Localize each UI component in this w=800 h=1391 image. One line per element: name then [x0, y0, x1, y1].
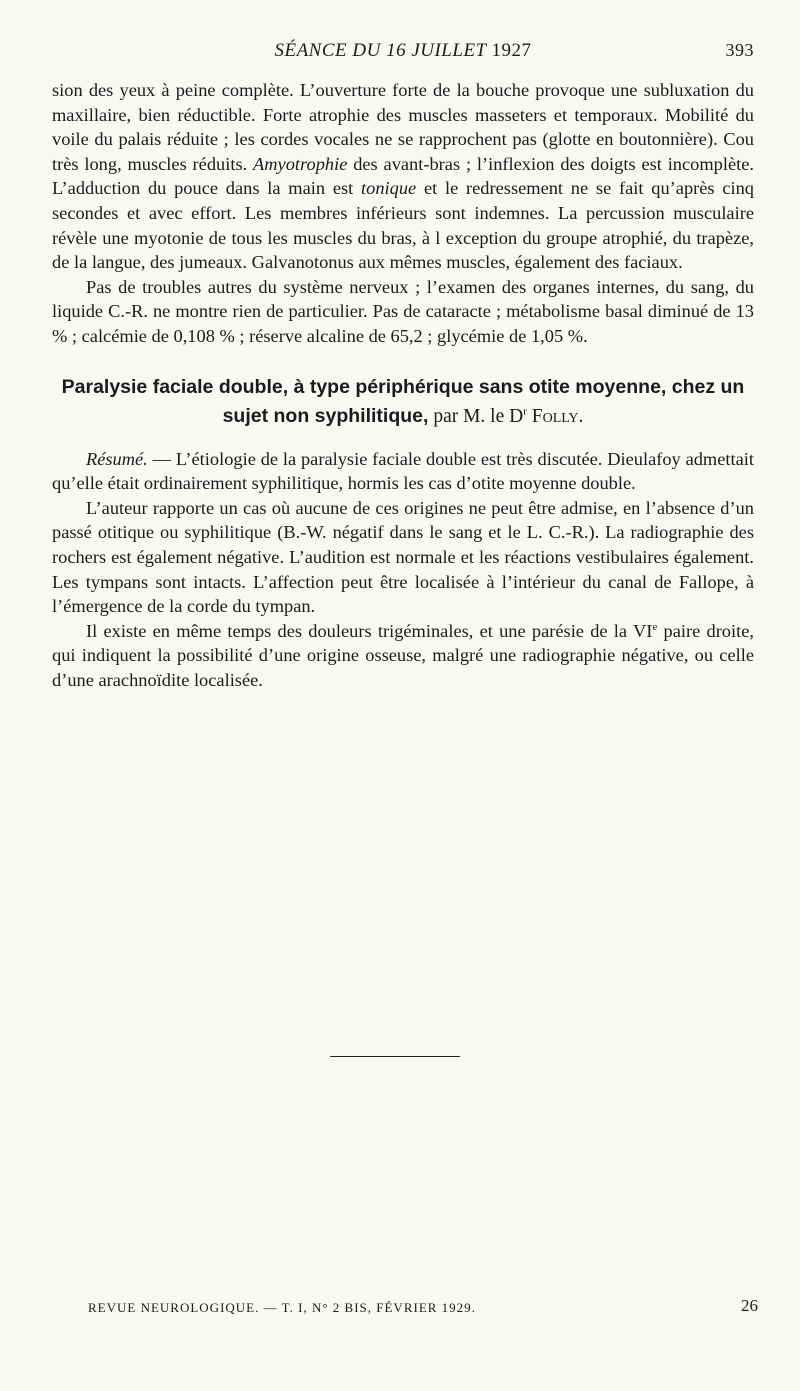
signature-mark: 26	[741, 1296, 758, 1315]
body-text	[52, 78, 754, 692]
para1-text-b: des avant-bras ; l’inflexion des doigts est incomplète. L’adduction du pouce dans la main est	[52, 153, 755, 199]
section-heading	[52, 373, 754, 431]
paragraph-findings: Pas de troubles autres du système nerveux ; l’examen des organes internes, du sang, du liquide C.-R. ne montre rien de particulier. Pas de cataracte ; métabolisme basal diminué de 13 % ; calcémie de 0,108 % ; réserve alcaline de 65,2 ; glycémie de 1,05 %.	[52, 276, 754, 346]
resume-text: — L’étiologie de la paralysie faciale double est très discutée. Dieulafoy admettait qu’elle était ordinairement syphilitique, hormis les cas d’otite moyenne double.	[52, 448, 754, 494]
paragraph-case: L’auteur rapporte un cas où aucune de ces origines ne peut être admise, en l’absence d’un passé otitique ou syphilitique (B.-W. négatif dans le sang et le L. C.-R.). La radiographie des rochers est également négative. L’audition est normale et les réactions vestibulaires également. Les tympans sont intacts. L’affection peut être localisée à l’intérieur du canal de Fallope, à l’émergence de la corde du tympan.	[52, 497, 754, 617]
para1-text-a: sion des yeux à peine complète. L’ouverture forte de la bouche provoque une subluxation du maxillaire, bien réductible. Forte atrophie des muscles masseters et temporaux. Mobilité du voile du palais réduite ; les cordes vocales ne se rapprochent pas (glotte en boutonnière). Cou très long, muscles réduits.	[52, 80, 754, 174]
para1-text-c: et le redressement ne se fait qu’après cinq secondes et avec effort. Les membres inférieurs sont indemnes. La percussion musculaire révèle une myotonie de tous les muscles du bras, à l exception du groupe atrophié, du trapèze, de la langue, des jumeaux. Galvanotonus aux mêmes muscles, également des faciaux.	[52, 178, 755, 273]
section-heading-author	[428, 406, 583, 427]
resume-label: Résumé.	[86, 448, 148, 469]
running-head-text: SÉANCE DU 16 JUILLET	[274, 40, 487, 61]
heading-sup: r	[523, 405, 527, 418]
paragraph-conclusion	[52, 619, 754, 693]
section-heading-title: Paralysie faciale double, à type périphérique sans otite moyenne, chez un sujet non syphilitique,	[61, 375, 745, 427]
paragraph-resume	[52, 447, 754, 496]
paragraph-continuation	[52, 78, 754, 275]
running-head-year: 1927	[491, 40, 532, 61]
page-number: 393	[725, 40, 754, 60]
footer-source: REVUE NEUROLOGIQUE. — T. I, N° 2 BIS, FÉVRIER 1929.	[88, 1300, 476, 1315]
page-footer	[88, 1296, 758, 1322]
heading-by: par M. le D	[428, 405, 524, 427]
heading-author-name: Folly.	[526, 405, 584, 427]
para5-text-b: paire droite, qui indiquent la possibilité d’une origine osseuse, malgré une radiographie négative, ou celle d’une arachnoïdite localisée.	[52, 620, 754, 690]
running-head	[52, 40, 754, 66]
para1-italic-amyotrophie: Amyotrophie	[253, 153, 348, 174]
running-head-title	[52, 40, 754, 62]
para5-sup: e	[652, 620, 658, 633]
para1-italic-tonique: tonique	[361, 178, 417, 199]
para5-text-a: Il existe en même temps des douleurs trigéminales, et une parésie de la VI	[86, 620, 653, 641]
section-divider	[330, 1056, 460, 1057]
